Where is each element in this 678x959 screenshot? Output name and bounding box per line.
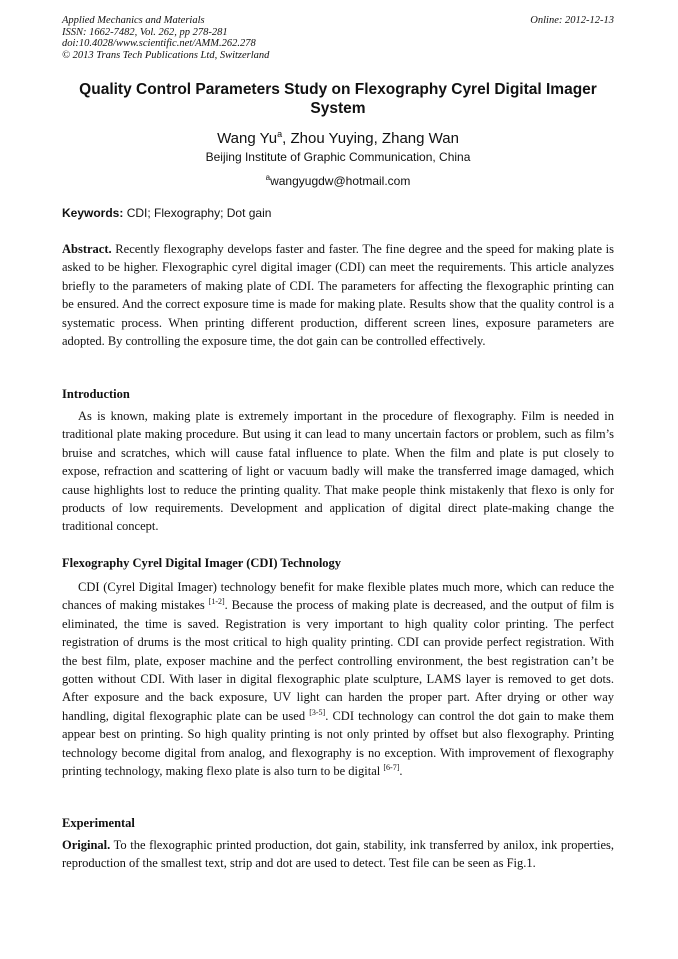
keywords-text: CDI; Flexography; Dot gain xyxy=(123,206,272,220)
author-first-sup: a xyxy=(277,129,283,139)
author-first: Wang Yu xyxy=(217,130,278,147)
abstract-label: Abstract. xyxy=(62,242,112,256)
experimental-text xyxy=(62,836,614,873)
citation-3-5: [3-5] xyxy=(309,707,326,717)
cdi-text-part1: CDI (Cyrel Digital Imager) technology benefit for make flexible plates much more, which can reduce the chances of making mistakes xyxy=(62,580,614,613)
introduction-heading: Introduction xyxy=(62,387,130,401)
copyright-line: © 2013 Trans Tech Publications Ltd, Switzerland xyxy=(62,49,270,61)
introduction-text: As is known, making plate is extremely important in the procedure of flexography. Film is needed in traditional plate making procedure. But using it can lead to many uncertain factors or problem, such as film’s bruise and scratches, which will cause fatal influence to plate. When the film and plate is put closely to expose, refraction and scattering of light or vacuum badly will make the transferred image damaged, which cause highlights lost to reduce the printing quality. That make people think mistakenly that flexo is only for products of low requirements. Development and application of digital direct plate-making change the traditional concept. xyxy=(62,409,614,534)
email-sup: a xyxy=(265,173,271,182)
paper-title: Quality Control Parameters Study on Flexography Cyrel Digital Imager System xyxy=(79,81,597,117)
doi-line: doi:10.4028/www.scientific.net/AMM.262.278 xyxy=(62,38,256,49)
email-text: wangyugdw@hotmail.com xyxy=(270,174,411,188)
issn-line: ISSN: 1662-7482, Vol. 262, pp 278-281 xyxy=(62,26,228,38)
cdi-text-part2: . Because the process of making plate is decreased, and the output of film is eliminated, the time is saved. Registration is very important to high quality color printing. The perfect registration of drums is the most critical to high quality printing. CDI can provide perfect registration. With the best film, plate, exposer machine and the perfect controlling environment, the best registration can’t be gotten without CDI. With laser in digital flexographic plate sculpture, LAMS layer is removed to get dots. After exposure and the back exposure, UV light can harden the proper part. After drying or other way handling, digital flexographic plate can be used xyxy=(62,598,614,723)
keywords-label: Keywords: xyxy=(62,206,124,220)
original-label: Original. xyxy=(62,838,111,852)
citation-6-7: [6-7] xyxy=(383,763,400,773)
abstract xyxy=(62,240,614,350)
original-text: To the flexographic printed production, dot gain, stability, ink transferred by anilox, ink properties, reproduction of the smallest text, strip and dot are used to detect. Test file can be seen as Fig.1. xyxy=(62,838,614,871)
journal-name: Applied Mechanics and Materials xyxy=(62,15,205,26)
affiliation: Beijing Institute of Graphic Communication, China xyxy=(205,150,471,164)
journal-meta xyxy=(62,15,269,61)
keywords xyxy=(62,205,614,221)
cdi-text-part4: . xyxy=(399,764,403,779)
experimental-heading: Experimental xyxy=(62,816,135,830)
cdi-text-part3: . CDI technology can control the dot gain to make them appear best on printing. So high quality printing is not only printed by offset but also flexography. Printing technology become digital from analog, and flexography is no exception. With improvement of flexography printing technology, making flexo plate is also turn to be digital xyxy=(62,708,614,779)
abstract-text: Recently flexography develops faster and faster. The fine degree and the speed for making plate is asked to be higher. Flexographic cyrel digital imager (CDI) can meet the requirements. This article analyzes briefly to the parameters of making plate of CDI. The parameters for affecting the flexographic printing can be ensured. And the correct exposure time is made for making plate. Results show that the quality control is a systematic process. When printing different production, different screen lines, exposure parameters are adopted. By controlling the exposure time, the dot gain can be controlled effectively. xyxy=(62,242,614,349)
author-list xyxy=(62,124,614,149)
author-rest: , Zhou Yuying, Zhang Wan xyxy=(282,130,459,147)
author-email xyxy=(62,170,614,189)
cdi-text xyxy=(62,578,614,780)
online-date: Online: 2012-12-13 xyxy=(530,15,614,26)
citation-1-2: [1-2] xyxy=(208,597,225,607)
cdi-heading: Flexography Cyrel Digital Imager (CDI) Technology xyxy=(62,556,342,570)
